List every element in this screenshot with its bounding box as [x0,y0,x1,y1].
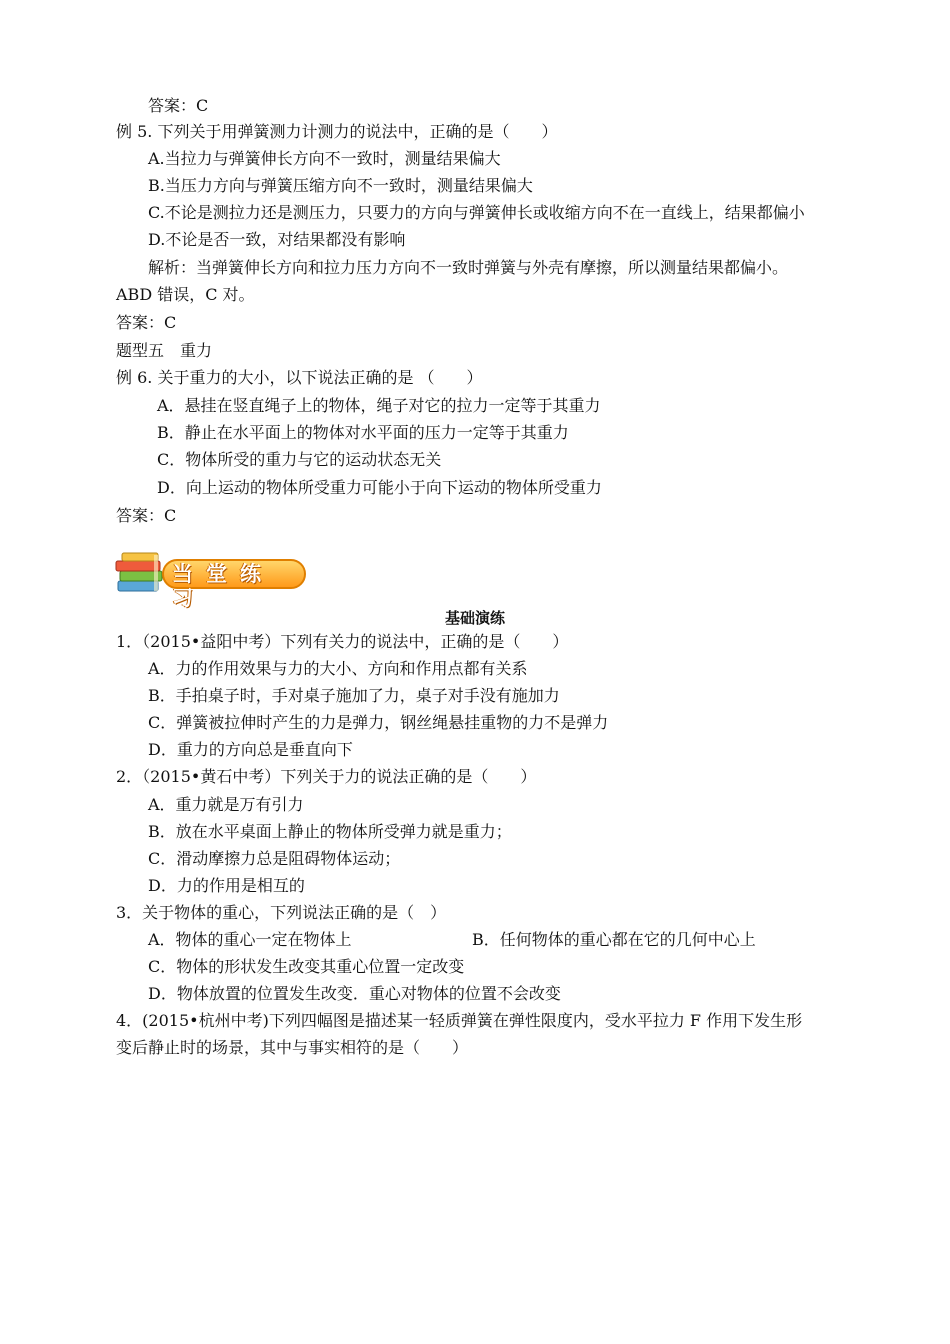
option-d: D.不论是否一致，对结果都没有影响 [148,230,406,249]
question-1-option-d: D．重力的方向总是垂直向下 [148,740,353,759]
question-1: 1．（2015•益阳中考）下列有关力的说法中，正确的是（ ） [116,632,569,651]
question-3-option-c: C．物体的形状发生改变其重心位置一定改变 [148,957,465,976]
question-2-option-b: B．放在水平桌面上静止的物体所受弹力就是重力； [148,822,512,841]
example-5-question: 例 5. 下列关于用弹簧测力计测力的说法中，正确的是（ ） [116,122,558,141]
question-2: 2．（2015•黄石中考）下列关于力的说法正确的是（ ） [116,767,537,786]
section-title: 基础演练 [444,609,505,627]
practice-banner [114,549,310,610]
question-3-option-a: A．物体的重心一定在物体上 [148,930,352,949]
option-a: A．悬挂在竖直绳子上的物体，绳子对它的拉力一定等于其重力 [157,396,601,415]
question-3: 3．关于物体的重心，下列说法正确的是（ ） [116,903,447,922]
question-1-option-a: A．力的作用效果与力的大小、方向和作用点都有关系 [148,659,528,678]
question-2-option-c: C．滑动摩擦力总是阻碍物体运动； [148,849,401,868]
answer-line: 答案：C [116,506,177,525]
question-1-option-c: C．弹簧被拉伸时产生的力是弹力，钢丝绳悬挂重物的力不是弹力 [148,713,609,732]
option-c: C.不论是测拉力还是测压力，只要力的方向与弹簧伸长或收缩方向不在一直线上，结果都偏小 [148,203,805,222]
section-heading: 题型五 重力 [116,341,213,360]
question-4-continuation: 变后静止时的场景，其中与事实相符的是（ ） [116,1038,469,1057]
option-d: D．向上运动的物体所受重力可能小于向下运动的物体所受重力 [157,478,602,497]
option-a: A.当拉力与弹簧伸长方向不一致时，测量结果偏大 [148,149,501,168]
answer-line: 答案：C [116,313,177,332]
question-3-option-d: D．物体放置的位置发生改变．重心对物体的位置不会改变 [148,984,561,1003]
analysis-continuation: ABD 错误，C 对。 [116,285,255,304]
answer-line: 答案：C [148,96,209,115]
question-4: 4．(2015•杭州中考)下列四幅图是描述某一轻质弹簧在弹性限度内，受水平拉力 F 作用下发生形 [116,1011,803,1030]
analysis-line: 解析：当弹簧伸长方向和拉力压力方向不一致时弹簧与外壳有摩擦，所以测量结果都偏小。 [148,258,789,277]
option-c: C．物体所受的重力与它的运动状态无关 [157,450,442,469]
question-3-option-b: B．任何物体的重心都在它的几何中心上 [472,930,756,949]
example-6-question: 例 6. 关于重力的大小，以下说法正确的是 （ ） [116,368,483,387]
banner-title: 当堂练习 [172,562,274,610]
question-2-option-d: D．力的作用是相互的 [148,876,305,895]
option-b: B.当压力方向与弹簧压缩方向不一致时，测量结果偏大 [148,176,533,195]
option-b: B．静止在水平面上的物体对水平面的压力一定等于其重力 [157,423,569,442]
question-2-option-a: A．重力就是万有引力 [148,795,304,814]
question-1-option-b: B．手拍桌子时，手对桌子施加了力，桌子对手没有施加力 [148,686,560,705]
